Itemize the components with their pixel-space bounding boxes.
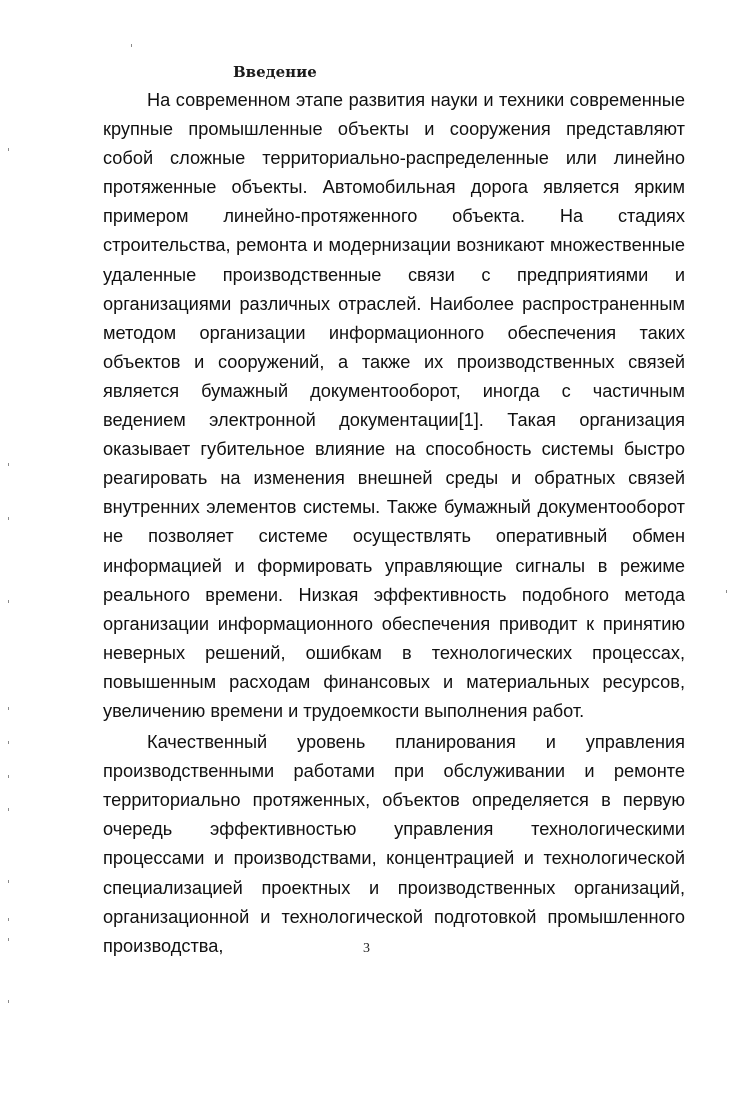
scan-speck	[8, 880, 9, 883]
scan-speck	[8, 808, 9, 811]
paragraph: Качественный уровень планирования и управления производственными работами при обслуживании и ремонте территориально протяженных, объектов определяется в первую очередь эффективностью управления технологическими процессами и производствами, концентрацией и технологической специализацией проектных и производственных организаций, организационной и технологической подготовкой промышленного производства,	[103, 732, 685, 956]
scan-speck	[8, 741, 9, 744]
page-number: 3	[363, 941, 370, 956]
section-heading: Введение	[233, 63, 317, 81]
scan-speck	[8, 148, 9, 151]
scan-speck	[8, 600, 9, 603]
scan-speck	[8, 517, 9, 520]
body-text	[103, 86, 685, 961]
scan-speck	[131, 44, 132, 47]
scan-speck	[8, 707, 9, 710]
scan-speck	[726, 590, 727, 593]
scan-speck	[8, 918, 9, 921]
scan-speck	[8, 463, 9, 466]
paragraph: На современном этапе развития науки и техники современные крупные промышленные объекты и сооружения представляют собой сложные территориально-распределенные или линейно протяженные объекты. Автомобильная дорога является ярким примером линейно-протяженного объекта. На стадиях строительства, ремонта и модернизации возникают множественные удаленные производственные связи с предприятиями и организациями различных отраслей. Наиболее распространенным методом организации информационного обеспечения таких объектов и сооружений, а также их производственных связей является бумажный документооборот, иногда с частичным ведением электронной документации[1]. Такая организация оказывает губительное влияние на способность системы быстро реагировать на изменения внешней среды и обратных связей внутренних элементов системы. Также бумажный документооборот не позволяет системе осуществлять оперативный обмен информацией и формировать управляющие сигналы в режиме реального времени. Низкая эффективность подобного метода организации информационного обеспечения приводит к принятию неверных решений, ошибкам в технологических процессах, повышенным расходам финансовых и материальных ресурсов, увеличению времени и трудоемкости выполнения работ.	[103, 90, 685, 721]
scan-speck	[8, 775, 9, 778]
scan-speck	[8, 1000, 9, 1003]
